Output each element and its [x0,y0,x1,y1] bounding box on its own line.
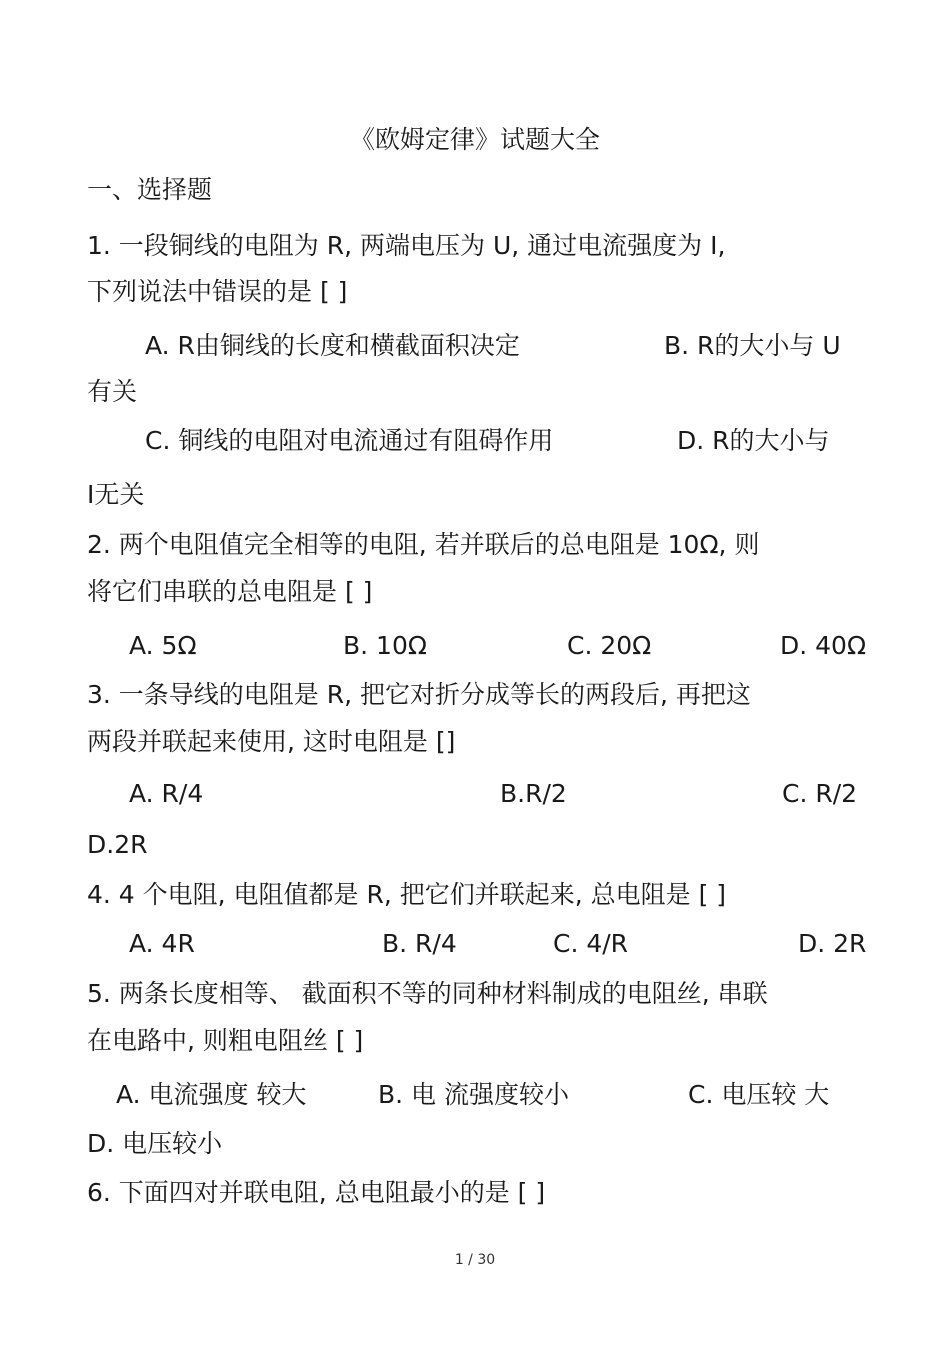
question-1-line-2: 下列说法中错误的是 [ ] [87,277,348,306]
option-a: A. R由铜线的长度和横截面积决定 [145,331,520,360]
question-5-line-1: 5. 两条长度相等、 截面积不等的同种材料制成的电阻丝, 串联 [87,979,768,1008]
question-4-line-1: 4. 4 个电阻, 电阻值都是 R, 把它们并联起来, 总电阻是 [ ] [87,880,727,909]
question-3-options-row-2 [0,825,950,865]
option-b: B. R/4 [382,929,457,958]
option-d: D. 40Ω [780,631,867,660]
question-1-line-1: 1. 一段铜线的电阻为 R, 两端电压为 U, 通过电流强度为 I, [87,231,726,260]
question-3-line-2: 两段并联起来使用, 这时电阻是 [] [87,727,456,756]
option-c: C. 20Ω [567,631,652,660]
question-1-options-row-4 [0,475,950,515]
section-heading-text: 一、选择题 [87,175,213,204]
option-c: C. R/2 [782,779,858,808]
option-d-continued: I无关 [87,480,145,509]
question-1-options-row-1 [0,326,950,366]
option-c: C. 电压较 大 [688,1080,830,1109]
question-2-line-2: 将它们串联的总电阻是 [ ] [87,577,373,606]
option-a: A. R/4 [129,779,204,808]
option-d: D. 电压较小 [87,1129,223,1158]
option-b: B. 电 流强度较小 [378,1080,569,1109]
question-5-options [0,1075,950,1115]
option-d: D. 2R [798,929,867,958]
option-b: B. 10Ω [343,631,427,660]
option-b: B. R的大小与 U [664,331,841,360]
question-3-line-1: 3. 一条导线的电阻是 R, 把它对折分成等长的两段后, 再把这 [87,680,751,709]
option-b-continued: 有关 [87,377,138,406]
page-title: 《欧姆定律》试题大全 [349,125,600,154]
option-a: A. 4R [129,929,195,958]
question-1-options-row-3 [0,421,950,461]
option-a: A. 电流强度 较大 [116,1080,307,1109]
question-5-options-row-2 [0,1124,950,1164]
question-5-line-2: 在电路中, 则粗电阻丝 [ ] [87,1026,364,1055]
question-3-options [0,774,950,814]
option-c: C. 铜线的电阻对电流通过有阻碍作用 [145,426,554,455]
option-b: B.R/2 [500,779,567,808]
page-number: 1 / 30 [454,1252,496,1268]
question-4-options [0,924,950,964]
option-a: A. 5Ω [129,631,197,660]
option-d: D. R的大小与 [677,426,830,455]
question-1-options-row-2 [0,372,950,412]
question-2-line-1: 2. 两个电阻值完全相等的电阻, 若并联后的总电阻是 10Ω, 则 [87,530,760,559]
option-d: D.2R [87,830,148,859]
question-6-line-1: 6. 下面四对并联电阻, 总电阻最小的是 [ ] [87,1178,546,1207]
option-c: C. 4/R [553,929,629,958]
question-2-options [0,626,950,666]
section-heading [0,170,950,210]
